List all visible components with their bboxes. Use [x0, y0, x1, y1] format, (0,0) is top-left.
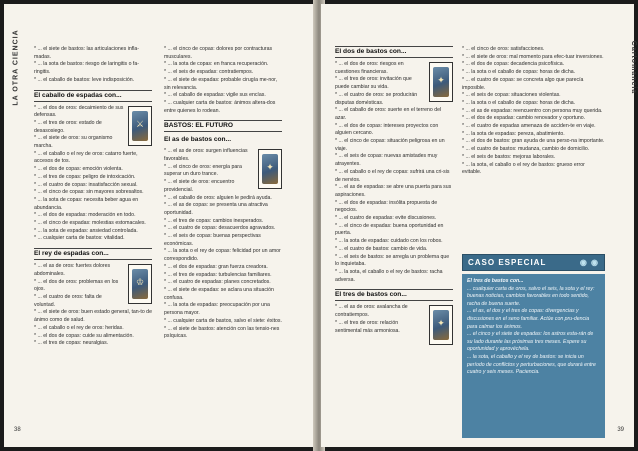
list-item: ... cualquier carta de oros, salvo el seis, la sota y el rey: buenas noticias, cambios favorables en todo sentido, racha de buena suerte. — [467, 285, 595, 307]
list-item: * ... la sota, el caballo o el rey de bastos: grueso error evitable. — [462, 161, 585, 176]
list-item: * ... el as de espadas: se abre una puerta para sus aspiraciones. — [335, 184, 452, 198]
list-item: * ... el tres de copas: neuralgias. — [34, 340, 109, 347]
list-item: * ... el dos de espadas: cambio renovador y oportuno. — [462, 115, 586, 122]
list-item: * ... el cuatro de oros: falta de voluntad. — [34, 293, 102, 308]
list-item: * ... cualquier carta de bastos: vitalidad. — [34, 235, 125, 242]
list-item: * ... el seis de bastos: se arregla un problema que lo inquietaba. — [335, 253, 450, 268]
list-item: * ... la sota o el caballo de copas: horas de dicha. — [462, 69, 576, 76]
list-item: * ... el cinco de copas: situación peligrosa en un viaje. — [335, 138, 445, 152]
list-item: * ... el seis de copas: buenas perspectivas económicas. — [164, 233, 261, 247]
list-item: * ... el tres de oros: invitación que puede cambiar su vida. — [335, 76, 412, 91]
list-item: * ... el tres de copas: peligro de intoxicación. — [34, 173, 136, 180]
list-item: * ... el siete de oros: buen estado general, tan-to de ánimo como de salud. — [34, 309, 152, 324]
section-heading: El tres de bastos con... — [335, 289, 453, 301]
list-item: * ... el dos de copas: emoción violenta. — [34, 166, 123, 173]
crown-icon: ♔ — [135, 277, 145, 288]
list-item: * ... el dos de espadas: moderación en todo. — [34, 212, 136, 219]
list-item: ... el cinco y el siete de espadas: los astros esta-rán de su lado durante las próximas tres meses. Espere su oportunidad y aprovéchela. — [467, 331, 594, 353]
list-item: * ... el caballo de oros: suerte en el terreno del azar. — [335, 107, 442, 121]
list-item: * ... el cinco de oros: energía para superar un duro trance. — [164, 163, 242, 178]
special-case-title — [462, 254, 605, 271]
list-item: * ... la sota de espadas: preocupación por una persona mayor. — [164, 302, 270, 317]
page-number: 38 — [14, 427, 21, 433]
list-item: * ... el cuatro de copas: desacuerdos agravados. — [164, 225, 276, 232]
list-item: * ... la sota de copas: en franca recuperación. — [164, 61, 269, 68]
list-item: * ... la sota de espadas: ansiedad controlada. — [34, 227, 138, 234]
list-item: * ... el cuatro de copas: insatisfacción sexual. — [34, 181, 138, 188]
list-item: * ... el tres de oros: estado de desasosiego. — [34, 119, 102, 134]
section-heading: El as de bastos con... — [164, 136, 232, 144]
list-item: * ... la sota o el rey de copas: felicidad por un amor correspondido. — [164, 248, 281, 263]
page-number: 39 — [617, 427, 624, 433]
list-item: * ... el caballo de oros: alguien le pedirá ayuda. — [164, 194, 272, 201]
list-item: * ... el tres de espadas: turbulencias familiares. — [164, 271, 272, 278]
list-item: * ... la sota o el caballo de copas: horas de dicha. — [462, 99, 576, 106]
list-item: * ... el siete de bastos: atención con las tensio-nes psíquicas. — [164, 325, 280, 340]
list-item: * ... el as de oros: surgen influencias favorables. — [164, 148, 248, 163]
list-item: * ... el caballo o el rey de oros: heridas. — [34, 324, 124, 331]
sword-icon: ⚔ — [135, 118, 145, 129]
list-item: * ... el dos de bastos: gran ayuda de una perso-na importante. — [462, 138, 605, 145]
list-item: * ... el as de espadas: reencuentro con persona muy querida. — [462, 107, 603, 114]
list-item: * ... el dos de oros: decaimiento de sus defensas. — [34, 104, 124, 119]
wand-icon: ✦ — [437, 318, 445, 329]
section-banner: BASTOS: EL FUTURO — [164, 120, 282, 132]
special-case-lead: El tres de bastos con... — [467, 278, 524, 284]
list-item: * ... el cuatro de copas: se concreta algo que parecía imposible. — [462, 76, 584, 91]
list-item: * ... el cuatro de espadas amenaza de acciden-te en viaje. — [462, 123, 596, 130]
list-item: * ... el cinco de copas: sin mayores sobresaltos. — [34, 189, 144, 196]
list-item: * ... el siete de oros: mal momento para efec-tuar inversiones. — [462, 53, 604, 60]
list-item: * ... la sota de espadas: pereza, abatimiento. — [462, 130, 565, 137]
list-item: * ... el caballo de espadas: vigile sus encías. — [164, 92, 266, 99]
list-item: * ... el cinco de copas: dolores por contracturas musculares. — [164, 46, 273, 60]
list-item: * ... el caballo o el rey de oros: catarro fuerte, accesos de tos. — [34, 150, 138, 165]
list-item: * ... el dos de espadas: insólita propuesta de negocios. — [335, 199, 438, 214]
list-item: * ... la sota de bastos: riesgo de laringitis o fa-ringitis. — [34, 61, 139, 76]
list-item: * ... el dos de oros: problemas en los ojos. — [34, 278, 119, 293]
right-col-2 — [462, 46, 605, 177]
list-item: * ... el tres de oros: relación sentimental más armoniosa. — [335, 319, 400, 334]
list-item: * ... el caballo de bastos: leve indisposición. — [34, 76, 135, 83]
special-case-box — [462, 254, 605, 442]
list-item: * ... el seis de copas: nuevas amistades muy atrayentes. — [335, 153, 438, 168]
list-item: * ... el siete de oros: encuentro providencial. — [164, 179, 235, 193]
spiral-icon: ◉ ◉ — [579, 258, 599, 267]
section-heading: El dos de bastos con... — [335, 46, 453, 58]
list-item: * ... el tres de copas: cambios inesperados. — [164, 217, 264, 224]
list-item: * ... el dos de copas: decadencia psicofísica. — [462, 61, 565, 68]
list-item: ... la sota, el caballo y el rey de bastos: se inicia un período de conflictos y perturbaciones, que durará entre cuatro y seis meses. Paciencia. — [467, 353, 596, 376]
right-page — [321, 4, 637, 447]
tarot-card-caballo-espadas — [128, 106, 152, 146]
list-item: * ... el dos de oros: riesgos en cuestiones financieras. — [335, 61, 404, 75]
special-case-title-text: CASO ESPECIAL — [468, 258, 547, 267]
list-item: * ... la sota de espadas: cuidado con los robos. — [335, 238, 443, 245]
list-item: * ... el seis de copas: situaciones violentas. — [462, 92, 561, 99]
list-item: * ... la sota de copas: necesita beber agua en abundancia. — [34, 196, 139, 211]
list-item: ... el as, el dos y el tres de copas: divergencias y discusiones en el seno familiar. Actúe con pru-dencia para calmar los ánimos. — [467, 308, 590, 330]
wand-icon: ✦ — [437, 75, 445, 85]
tarot-card-rey-espadas — [128, 264, 152, 304]
list-item: * ... el seis de bastos: mejoras laborales. — [462, 153, 556, 160]
list-item: * ... el cuatro de bastos: cambio de vida. — [335, 245, 428, 252]
tarot-card-dos-bastos — [429, 62, 453, 102]
list-item: * ... el dos de copas: intereses proyectos con alguien cercano. — [335, 122, 439, 137]
list-item: * ... el cuatro de espadas: planes concretados. — [164, 279, 271, 286]
left-page — [4, 4, 317, 447]
list-item: * ... la sota, el caballo o el rey de bastos: racha adversa. — [335, 268, 443, 283]
list-item: * ... el caballo o el rey de copas: sufrirá una cri-sis de nervios. — [335, 168, 450, 183]
list-item: * ... el cinco de espadas: buena oportunidad en puerta. — [335, 222, 444, 237]
right-side-label: Cartomancia — [629, 40, 637, 95]
left-col-1 — [34, 46, 152, 348]
list-item: * ... el dos de copas: cuide su alimentación. — [34, 332, 134, 339]
left-side-label: LA OTRA CIENCIA — [12, 29, 20, 106]
list-item: * ... el as de copas: se presenta una atractiva oportunidad. — [164, 202, 268, 216]
list-item: * ... el as de oros: fuertes dolores abdominales. — [34, 263, 111, 277]
wand-icon: ✦ — [266, 162, 274, 173]
list-item: * ... cualquier carta de bastos, salvo el siete: éxitos. — [164, 317, 282, 324]
list-item: * ... el siete de oros: su organismo marcha. — [34, 135, 113, 150]
right-col-1 — [335, 46, 453, 347]
tarot-card-tres-bastos — [429, 305, 453, 345]
list-item: * ... el cuatro de bastos: mudanza, cambio de domicilio. — [462, 146, 590, 153]
list-item: * ... el siete de bastos: las articulaciones infla-madas. — [34, 46, 139, 60]
list-item: * ... cualquier carta de bastos: ánimos altera-dos entre quienes lo rodean. — [164, 99, 276, 114]
list-item: * ... el cinco de espadas: molestias estomacales. — [34, 220, 146, 227]
section-heading: El caballo de espadas con... — [34, 90, 152, 102]
list-item: * ... el as de oros: avalancha de contratiempos. — [335, 304, 408, 319]
list-item: * ... el cuatro de oros: se producirán disputas domésticas. — [335, 91, 418, 106]
left-col-2 — [164, 46, 282, 341]
list-item: * ... el dos de espadas: gran fuerza creadora. — [164, 263, 268, 270]
special-case-body — [462, 274, 605, 438]
list-item: * ... el cuatro de espadas: evite discusiones. — [335, 215, 437, 222]
section-heading: El rey de espadas con... — [34, 248, 152, 260]
list-item: * ... el siete de espadas: se aclara una situación confusa. — [164, 286, 274, 301]
list-item: * ... el seis de espadas: contratiempos. — [164, 69, 254, 76]
list-item: * ... el cinco de oros: satisfacciones. — [462, 46, 545, 52]
list-item: * ... el siete de espadas: probable cirugía me-nor, sin relevancia. — [164, 76, 278, 91]
tarot-card-as-bastos — [258, 149, 282, 189]
